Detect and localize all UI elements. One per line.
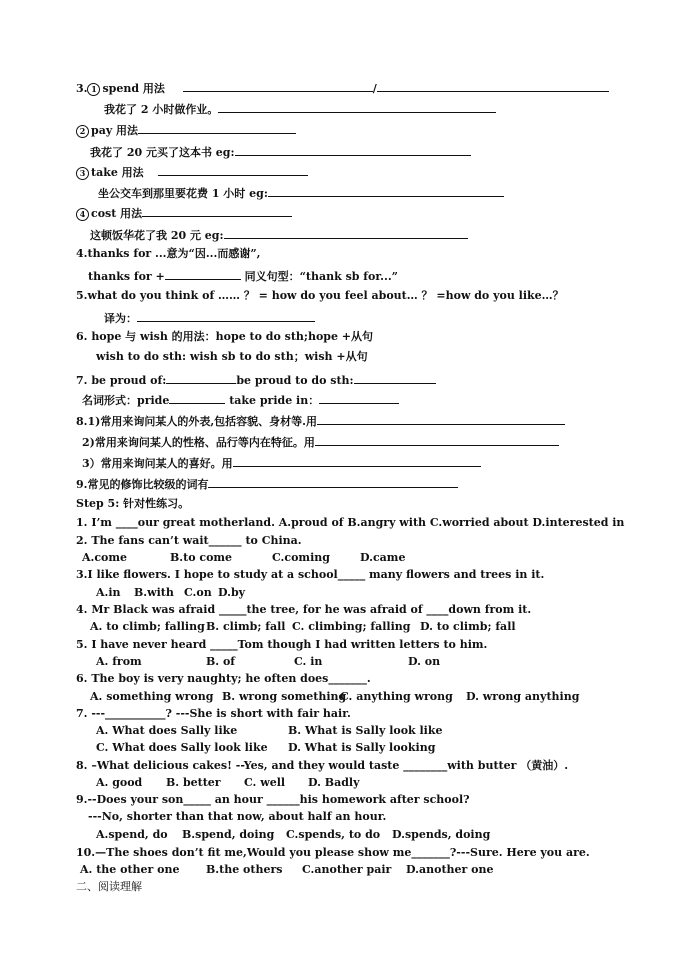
question-8-option-a[interactable]: A. good [96,776,143,789]
line-9 [76,476,458,492]
line-3-take [76,164,308,180]
usage-label: spend 用法 [102,82,165,95]
question-2-option-a[interactable]: A.come [82,551,128,564]
line-5-translate [104,310,315,326]
line-4-thanks-for [88,268,398,284]
question-8-option-b[interactable]: B. better [166,776,221,789]
line-8-1 [76,413,565,429]
question-4-option-a[interactable]: A. to climb; falling [90,620,205,633]
answer-blank[interactable] [158,164,308,176]
line-3-spend [76,80,609,96]
line-6-hope: 6. hope 与 wish 的用法：hope to do sth;hope +从句 [76,330,374,343]
question-2-option-b[interactable]: B.to come [170,551,233,564]
line-3-pay [76,122,296,138]
circled-number-icon: 3 [76,167,89,180]
question-8-option-c[interactable]: C. well [244,776,286,789]
question-7-option-d[interactable]: D. What is Sally looking [288,741,436,754]
circled-number-icon: 1 [87,83,100,96]
phrase: 7. be proud of: [76,374,167,387]
section-2-heading: 二、阅读理解 [76,880,142,893]
slash: / [372,82,377,95]
question-4-stem: 4. Mr Black was afraid _____the tree, for he was afraid of ____down from it. [76,603,532,616]
prompt: 3）常用来询问某人的喜好。用 [82,457,233,470]
question-7-option-c[interactable]: C. What does Sally look like [96,741,268,754]
question-5-option-c[interactable]: C. in [294,655,323,668]
line-3-spend-example [104,101,496,117]
question-7-option-b[interactable]: B. What is Sally look like [288,724,443,737]
answer-blank[interactable] [268,185,504,197]
example-prompt: 坐公交车到那里要花费 1 小时 eg: [98,187,268,200]
example-prompt: 我花了 2 小时做作业。 [104,103,219,116]
question-4-option-d[interactable]: D. to climb; fall [420,620,516,633]
answer-blank[interactable] [142,205,292,217]
answer-blank[interactable] [317,413,565,425]
line-8-3 [82,455,481,471]
answer-blank[interactable] [183,80,373,92]
example-prompt: 这顿饭华花了我 20 元 eg: [90,229,224,242]
question-3-option-c[interactable]: C.on [184,586,212,599]
phrase: 同义句型：“thank sb for...” [244,270,398,283]
question-3-option-d[interactable]: D.by [218,586,246,599]
question-8-stem: 8. –What delicious cakes! --Yes, and they would taste ________with butter （黄油）. [76,759,569,772]
answer-blank[interactable] [218,101,496,113]
question-5-option-a[interactable]: A. from [96,655,142,668]
usage-label: take 用法 [91,166,144,179]
prompt: 9.常见的修饰比较级的词有 [76,478,209,491]
line-5-what-do-you-think: 5.what do you think of …… ？ = how do you feel about… ？ =how do you like…？ [76,289,564,302]
phrase: take pride in： [229,394,320,407]
question-6-stem: 6. The boy is very naughty; he often does_______. [76,672,371,685]
question-2-stem: 2. The fans can’t wait______ to China. [76,534,302,547]
question-10-option-b[interactable]: B.the others [206,863,283,876]
question-9-option-d[interactable]: D.spends, doing [392,828,491,841]
usage-label: pay 用法 [91,124,139,137]
question-7-option-a[interactable]: A. What does Sally like [96,724,238,737]
question-6-option-b[interactable]: B. wrong something [222,690,347,703]
answer-blank[interactable] [137,310,315,322]
question-9-option-b[interactable]: B.spend, doing [182,828,275,841]
question-9-stem: 9.--Does your son_____ an hour ______his homework after school? [76,793,470,806]
question-9-dialogue: ---No, shorter than that now, about half an hour. [88,810,387,823]
question-9-option-c[interactable]: C.spends, to do [286,828,381,841]
question-8-option-d[interactable]: D. Badly [308,776,360,789]
question-2-option-c[interactable]: C.coming [272,551,330,564]
question-5-option-b[interactable]: B. of [206,655,236,668]
circled-number-icon: 4 [76,208,89,221]
question-2-option-d[interactable]: D.came [360,551,406,564]
question-3-option-b[interactable]: B.with [134,586,174,599]
question-6-option-a[interactable]: A. something wrong [90,690,214,703]
answer-blank[interactable] [315,434,559,446]
translate-label: 译为： [104,312,137,325]
line-7-proud [76,372,436,388]
line-8-2 [82,434,559,450]
usage-label: cost 用法 [91,207,143,220]
answer-blank[interactable] [169,392,225,404]
line-3-pay-example [90,144,471,160]
phrase: thanks for + [88,270,165,283]
answer-blank[interactable] [138,122,296,134]
answer-blank[interactable] [224,227,468,239]
line-6-wish: wish to do sth: wish sb to do sth；wish +从句 [96,350,368,363]
line-7-pride [82,392,399,408]
question-10-option-a[interactable]: A. the other one [80,863,180,876]
question-9-option-a[interactable]: A.spend, do [96,828,168,841]
question-3-option-a[interactable]: A.in [96,586,121,599]
line-3-take-example [98,185,504,201]
answer-blank[interactable] [166,372,236,384]
phrase: 名词形式：pride [82,394,170,407]
answer-blank[interactable] [233,455,481,467]
question-3-stem: 3.I like flowers. I hope to study at a school_____ many flowers and trees in it. [76,568,545,581]
line-3-cost [76,205,292,221]
answer-blank[interactable] [165,268,241,280]
question-1-stem: 1. I’m ____our great motherland. A.proud of B.angry with C.worried about D.interested in [76,516,625,529]
answer-blank[interactable] [235,144,471,156]
question-4-option-c[interactable]: C. climbing; falling [292,620,411,633]
question-5-stem: 5. I have never heard _____Tom though I had written letters to him. [76,638,488,651]
phrase: be proud to do sth: [236,374,354,387]
question-10-option-c[interactable]: C.another pair [302,863,392,876]
answer-blank[interactable] [319,392,399,404]
question-7-stem: 7. ---___________? ---She is short with fair hair. [76,707,351,720]
circled-number-icon: 2 [76,125,89,138]
item-number: 3. [76,82,88,95]
question-5-option-d[interactable]: D. on [408,655,441,668]
prompt: 8.1)常用来询问某人的外表,包括容貌、身材等.用 [76,415,317,428]
line-3-cost-example [90,227,468,243]
question-10-option-d[interactable]: D.another one [406,863,494,876]
question-6-option-d[interactable]: D. wrong anything [466,690,580,703]
prompt: 2)常用来询问某人的性格、品行等内在特征。用 [82,436,315,449]
answer-blank[interactable] [208,476,458,488]
question-10-stem: 10.—The shoes don’t fit me,Would you please show me_______?---Sure. Here you are. [76,846,590,859]
question-6-option-c[interactable]: C. anything wrong [340,690,453,703]
question-4-option-b[interactable]: B. climb; fall [206,620,286,633]
answer-blank[interactable] [377,80,609,92]
line-4-thanks: 4.thanks for ...意为“因...而感谢”, [76,247,261,260]
example-prompt: 我花了 20 元买了这本书 eg: [90,146,235,159]
step5-heading: Step 5: 针对性练习。 [76,497,190,510]
answer-blank[interactable] [354,372,436,384]
